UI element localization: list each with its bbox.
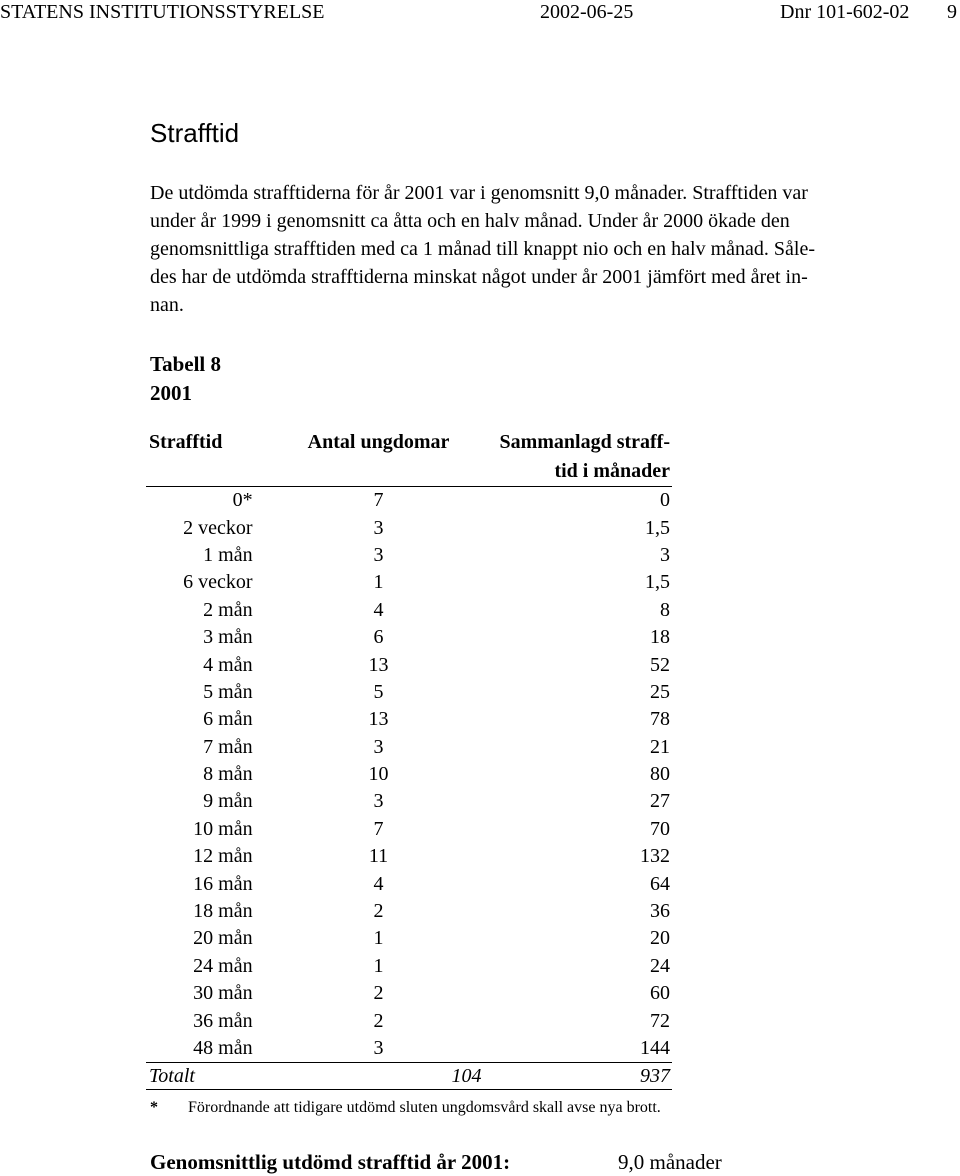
- cell-sammanlagd: 60: [650, 982, 670, 1005]
- cell-antal: 11: [368, 845, 389, 868]
- table-row: [146, 816, 672, 843]
- total-label: Totalt: [149, 1065, 195, 1088]
- cell-strafftid: 30 mån: [193, 982, 253, 1005]
- cell-strafftid: 2 mån: [203, 598, 253, 621]
- table-row: [146, 788, 672, 815]
- header-sammanlagd-line1: Sammanlagd straff-: [499, 431, 670, 453]
- table-caption: [150, 350, 221, 408]
- cell-strafftid: 10 mån: [193, 817, 253, 840]
- cell-antal: 3: [373, 790, 384, 813]
- cell-strafftid: 12 mån: [193, 845, 253, 868]
- cell-strafftid: 48 mån: [193, 1037, 253, 1059]
- footnote-text: Förordnande att tidigare utdömd sluten ungdomsvård skall avse nya brott.: [188, 1099, 661, 1116]
- header-antal-ungdomar: Antal ungdomar: [307, 431, 450, 453]
- cell-antal: 2: [373, 982, 384, 1005]
- header-page-number: 9: [947, 1, 957, 23]
- table-row: [146, 679, 672, 706]
- table-row: [146, 706, 672, 733]
- body-paragraph: [150, 179, 950, 319]
- table-number: Tabell 8: [150, 352, 221, 376]
- cell-sammanlagd: 18: [650, 626, 670, 649]
- cell-sammanlagd: 27: [650, 790, 670, 813]
- cell-strafftid: 1 mån: [203, 543, 253, 566]
- section-title: Strafftid: [150, 118, 240, 148]
- cell-sammanlagd: 8: [660, 598, 670, 621]
- table-row: [146, 980, 672, 1007]
- cell-strafftid: 8 mån: [203, 763, 253, 786]
- table-row: [146, 843, 672, 870]
- table-body: [146, 487, 672, 1063]
- cell-strafftid: 6 veckor: [183, 571, 253, 594]
- cell-sammanlagd: 132: [640, 845, 670, 868]
- cell-antal: 7: [373, 817, 384, 840]
- table-row: [146, 542, 672, 569]
- table-header-row: [146, 428, 672, 487]
- cell-antal: 1: [373, 571, 384, 594]
- cell-strafftid: 3 mån: [203, 626, 253, 649]
- cell-sammanlagd: 0: [660, 489, 670, 512]
- cell-sammanlagd: 1,5: [645, 516, 670, 539]
- table-row: [146, 734, 672, 761]
- header-dnr: Dnr 101-602-02: [780, 1, 910, 23]
- cell-strafftid: 7 mån: [203, 735, 253, 758]
- cell-sammanlagd: 36: [650, 900, 670, 923]
- cell-strafftid: 24 mån: [193, 954, 253, 977]
- cell-strafftid: 9 mån: [203, 790, 253, 813]
- cell-sammanlagd: 70: [650, 817, 670, 840]
- table-row: [146, 1007, 672, 1034]
- cell-sammanlagd: 3: [660, 543, 670, 566]
- cell-strafftid: 36 mån: [193, 1009, 253, 1032]
- summary-label: Genomsnittlig utdömd strafftid år 2001:: [150, 1150, 511, 1174]
- cell-sammanlagd: 80: [650, 763, 670, 786]
- cell-antal: 2: [373, 900, 384, 923]
- cell-antal: 10: [368, 763, 389, 786]
- cell-antal: 2: [373, 1009, 384, 1032]
- table-row: [146, 953, 672, 980]
- table-row: [146, 925, 672, 952]
- cell-sammanlagd: 52: [650, 653, 670, 676]
- cell-sammanlagd: 72: [650, 1009, 670, 1032]
- paragraph-line: De utdömda strafftiderna för år 2001 var i genomsnitt 9,0 månader. Strafftiden var: [150, 182, 808, 204]
- cell-antal: 3: [373, 543, 384, 566]
- cell-antal: 3: [373, 516, 384, 539]
- paragraph-line: under år 1999 i genomsnitt ca åtta och en halv månad. Under år 2000 ökade den: [150, 210, 790, 232]
- cell-antal: 3: [373, 735, 384, 758]
- table-row: [146, 597, 672, 624]
- table-row: [146, 1035, 672, 1063]
- cell-antal: 13: [368, 653, 389, 676]
- cell-strafftid: 5 mån: [203, 680, 253, 703]
- header-strafftid: Strafftid: [149, 431, 223, 453]
- table-year: 2001: [150, 381, 192, 405]
- summary-line: [150, 1148, 722, 1176]
- table-row: [146, 569, 672, 596]
- cell-strafftid: 2 veckor: [183, 516, 253, 539]
- page-header: [0, 0, 960, 26]
- table-row: [146, 624, 672, 651]
- cell-sammanlagd: 25: [650, 680, 670, 703]
- header-sammanlagd-line2: tid i månader: [554, 460, 670, 482]
- cell-strafftid: 4 mån: [203, 653, 253, 676]
- table-footnote: [150, 1097, 661, 1119]
- table-row: [146, 761, 672, 788]
- cell-antal: 4: [373, 872, 384, 895]
- cell-antal: 1: [373, 954, 384, 977]
- cell-strafftid: 16 mån: [193, 872, 253, 895]
- total-sammanlagd: 937: [640, 1065, 670, 1088]
- table-total-row: [146, 1063, 672, 1090]
- cell-antal: 3: [373, 1037, 384, 1059]
- header-sammanlagd-strafftid: [499, 428, 672, 487]
- total-antal: 104: [451, 1065, 482, 1088]
- cell-strafftid: 6 mån: [203, 708, 253, 731]
- paragraph-line: genomsnittliga strafftiden med ca 1 månad till knappt nio och en halv månad. Såle-: [150, 238, 816, 260]
- table-row: [146, 651, 672, 678]
- cell-sammanlagd: 64: [650, 872, 670, 895]
- cell-antal: 13: [368, 708, 389, 731]
- cell-strafftid: 20 mån: [193, 927, 253, 950]
- paragraph-line: des har de utdömda strafftiderna minskat något under år 2001 jämfört med året in-: [150, 266, 808, 288]
- table-row: [146, 487, 672, 515]
- header-organization: STATENS INSTITUTIONSSTYRELSE: [0, 1, 325, 23]
- cell-antal: 7: [373, 489, 384, 512]
- header-date: 2002-06-25: [540, 1, 634, 23]
- cell-sammanlagd: 144: [640, 1037, 670, 1059]
- cell-antal: 4: [373, 598, 384, 621]
- cell-strafftid: 18 mån: [193, 900, 253, 923]
- footnote-marker: *: [150, 1099, 158, 1116]
- table-row: [146, 870, 672, 897]
- cell-sammanlagd: 78: [650, 708, 670, 731]
- summary-value: 9,0 månader: [618, 1150, 722, 1174]
- cell-sammanlagd: 21: [650, 735, 670, 758]
- cell-sammanlagd: 20: [650, 927, 670, 950]
- sentence-length-table: [146, 428, 672, 1090]
- table-row: [146, 514, 672, 541]
- cell-antal: 5: [373, 680, 384, 703]
- cell-strafftid: 0*: [232, 489, 253, 512]
- cell-antal: 6: [373, 626, 384, 649]
- paragraph-line: nan.: [150, 294, 184, 316]
- cell-sammanlagd: 24: [650, 954, 670, 977]
- table-row: [146, 898, 672, 925]
- cell-sammanlagd: 1,5: [645, 571, 670, 594]
- cell-antal: 1: [373, 927, 384, 950]
